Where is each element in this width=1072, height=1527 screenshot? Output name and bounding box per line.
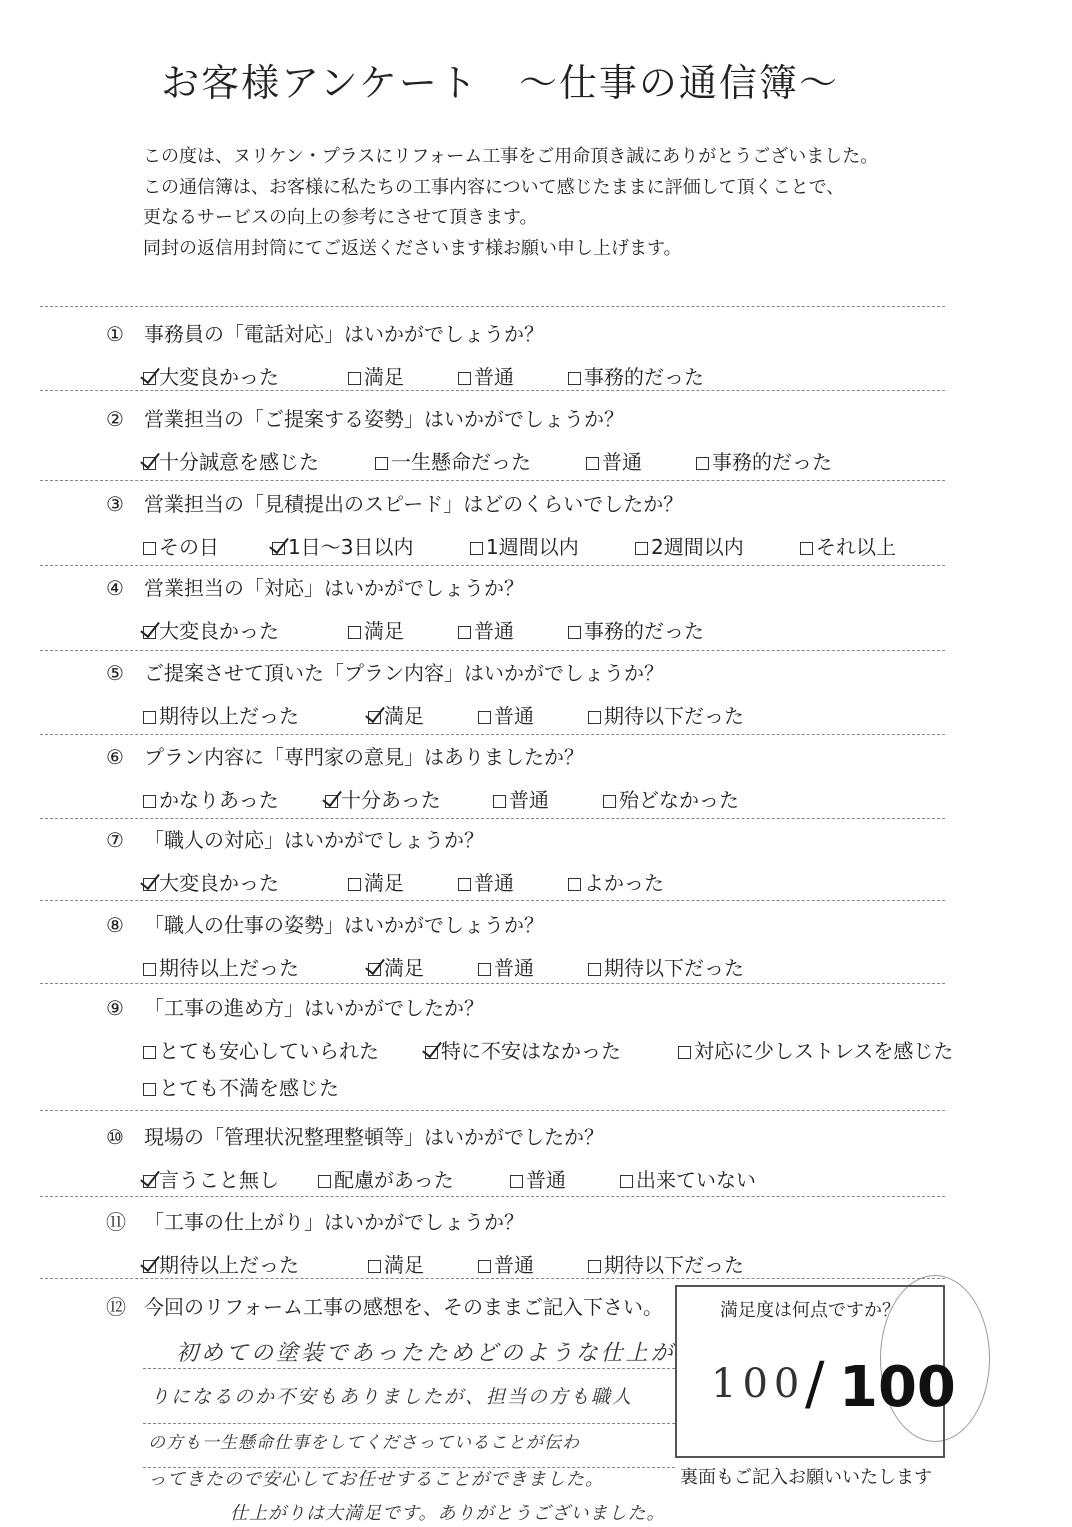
checkbox[interactable] <box>696 457 709 470</box>
option-item[interactable] <box>143 1164 279 1193</box>
option-label: 期待以下だった <box>604 1253 744 1277</box>
option-label: 十分あった <box>341 788 441 812</box>
question-number: ⑧ <box>106 913 124 937</box>
option-label: 期待以下だった <box>604 956 744 980</box>
option-item[interactable] <box>568 361 704 390</box>
checkbox[interactable] <box>620 1175 633 1188</box>
option-label: 大変良かった <box>159 365 279 389</box>
checkbox[interactable] <box>478 1260 491 1273</box>
comment-line <box>143 1368 675 1369</box>
question-text: 事務員の「電話対応」はいかがでしょうか？ <box>144 322 544 346</box>
score-slash: / <box>805 1349 825 1417</box>
divider <box>40 306 945 307</box>
option-label: その日 <box>159 535 219 559</box>
comment-line <box>143 1423 675 1424</box>
option-item[interactable] <box>458 361 514 390</box>
option-item[interactable] <box>510 1164 566 1193</box>
option-item[interactable] <box>696 446 832 475</box>
score-value[interactable]: 100 <box>711 1361 806 1407</box>
option-item[interactable] <box>588 700 744 729</box>
option-label: 普通 <box>526 1168 566 1192</box>
checkbox[interactable] <box>568 626 581 639</box>
satisfaction-score-box <box>675 1285 956 1458</box>
score-label: 満足度は何点ですか？ <box>720 1300 900 1321</box>
checkbox[interactable] <box>800 542 813 555</box>
page-title: お客様アンケート ～仕事の通信簿～ <box>161 61 839 105</box>
option-item[interactable] <box>143 784 279 813</box>
option-label: 満足 <box>364 619 404 643</box>
question-number: ④ <box>106 576 124 600</box>
option-label: 2週間以内 <box>651 535 744 559</box>
option-label: 普通 <box>494 1253 534 1277</box>
question-number: ⑪ <box>106 1210 126 1234</box>
question-11 <box>106 1206 524 1235</box>
option-item[interactable] <box>568 615 704 644</box>
checkbox[interactable] <box>458 878 471 891</box>
option-item[interactable] <box>375 446 531 475</box>
question-7 <box>106 824 484 853</box>
question-5 <box>106 657 664 686</box>
comment-text: 初めての塗装であったためどのような仕上が <box>176 1341 676 1366</box>
option-label: 特に不安はなかった <box>441 1039 621 1063</box>
option-label: 大変良かった <box>159 619 279 643</box>
question-9 <box>106 992 484 1021</box>
option-item[interactable] <box>478 1249 534 1278</box>
checkbox[interactable] <box>348 372 361 385</box>
option-item[interactable] <box>143 531 219 560</box>
divider <box>40 1278 945 1279</box>
divider <box>40 983 945 984</box>
option-item[interactable] <box>368 700 424 729</box>
option-item[interactable] <box>143 1035 379 1064</box>
divider <box>40 900 945 901</box>
option-label: 対応に少しストレスを感じた <box>694 1039 954 1063</box>
intro-text <box>143 142 878 264</box>
checked-checkbox[interactable] <box>368 963 381 976</box>
checkbox[interactable] <box>586 457 599 470</box>
checkbox[interactable] <box>478 963 491 976</box>
question-text: 「工事の進め方」はいかがでしたか？ <box>144 996 484 1020</box>
option-label: 一生懸命だった <box>391 450 531 474</box>
comment-text: 仕上がりは大満足です。ありがとうございました。 <box>230 1503 666 1524</box>
option-label: 大変良かった <box>159 871 279 895</box>
checkbox[interactable] <box>568 372 581 385</box>
divider <box>40 734 945 735</box>
option-label: とても安心していられた <box>159 1039 379 1063</box>
option-label: 1日～3日以内 <box>288 535 414 559</box>
option-item[interactable] <box>603 784 739 813</box>
intro-line: この通信簿は、お客様に私たちの工事内容について感じたままに評価して頂くことで、 <box>143 176 845 198</box>
question-number: ① <box>106 322 124 346</box>
question-text: 今回のリフォーム工事の感想を、そのままご記入下さい。 <box>144 1295 663 1319</box>
checked-checkbox[interactable] <box>325 795 338 808</box>
checkbox[interactable] <box>143 711 156 724</box>
option-label: 普通 <box>474 871 514 895</box>
option-item[interactable] <box>143 615 279 644</box>
question-text: 現場の「管理状況整理整頓等」はいかがでしたか？ <box>144 1125 604 1149</box>
option-item[interactable] <box>478 700 534 729</box>
question-8 <box>106 909 544 938</box>
checked-checkbox[interactable] <box>143 1260 156 1273</box>
checked-checkbox[interactable] <box>143 1175 156 1188</box>
checkbox[interactable] <box>493 795 506 808</box>
option-label: かなりあった <box>159 788 279 812</box>
checkbox[interactable] <box>510 1175 523 1188</box>
option-item[interactable] <box>272 531 413 560</box>
checked-checkbox[interactable] <box>272 542 285 555</box>
option-label: 普通 <box>474 619 514 643</box>
checkbox[interactable] <box>458 626 471 639</box>
divider <box>40 1196 945 1197</box>
checkbox[interactable] <box>588 963 601 976</box>
checkbox[interactable] <box>375 457 388 470</box>
checkbox[interactable] <box>348 626 361 639</box>
option-item[interactable] <box>620 1164 756 1193</box>
option-item[interactable] <box>493 784 549 813</box>
question-text: 営業担当の「ご提案する姿勢」はいかがでしょうか？ <box>144 407 624 431</box>
comment-text: ってきたので安心してお任せすることができました。 <box>148 1469 604 1490</box>
option-label: とても不満を感じた <box>159 1076 339 1100</box>
question-number: ⑦ <box>106 828 124 852</box>
checkbox[interactable] <box>588 711 601 724</box>
option-item[interactable] <box>143 867 279 896</box>
checkbox[interactable] <box>143 542 156 555</box>
checkbox[interactable] <box>143 1046 156 1059</box>
question-text: 営業担当の「対応」はいかがでしょうか？ <box>144 576 524 600</box>
divider <box>40 390 945 391</box>
question-number: ⑥ <box>106 745 124 769</box>
question-number: ③ <box>106 492 124 516</box>
question-6 <box>106 741 584 770</box>
option-label: 事務的だった <box>712 450 832 474</box>
comment-text: りになるのか不安もありましたが、担当の方も職人 <box>150 1386 634 1408</box>
checkbox[interactable] <box>470 542 483 555</box>
divider <box>40 480 945 481</box>
option-item[interactable] <box>678 1035 953 1064</box>
back-side-note: 裏面もご記入お願いいたします <box>680 1467 932 1488</box>
intro-line: 更なるサービスの向上の参考にさせて頂きます。 <box>143 207 538 228</box>
checkbox[interactable] <box>588 1260 601 1273</box>
checkbox[interactable] <box>318 1175 331 1188</box>
option-item[interactable] <box>425 1035 621 1064</box>
option-label: 事務的だった <box>584 365 704 389</box>
option-item[interactable] <box>588 1249 744 1278</box>
option-item[interactable] <box>318 1164 454 1193</box>
question-number: ⑨ <box>106 996 124 1020</box>
option-item[interactable] <box>143 1249 299 1278</box>
option-item[interactable] <box>143 1072 339 1101</box>
option-item[interactable] <box>143 361 279 390</box>
option-label: 満足 <box>364 365 404 389</box>
option-label: 配慮があった <box>334 1168 454 1192</box>
comment-text: の方も一生懸命仕事をしてくださっていることが伝わ <box>148 1433 580 1453</box>
checkbox[interactable] <box>568 878 581 891</box>
question-text: 営業担当の「見積提出のスピード」はどのくらいでしたか？ <box>144 492 684 516</box>
option-item[interactable] <box>586 446 642 475</box>
question-text: 「職人の対応」はいかがでしょうか？ <box>144 828 484 852</box>
checkbox[interactable] <box>143 795 156 808</box>
option-label: よかった <box>584 871 664 895</box>
option-item[interactable] <box>635 531 744 560</box>
question-text: ご提案させて頂いた「プラン内容」はいかがでしょうか？ <box>144 661 664 685</box>
option-item[interactable] <box>348 615 404 644</box>
checkbox[interactable] <box>603 795 616 808</box>
question-number: ② <box>106 407 124 431</box>
checkbox[interactable] <box>678 1046 691 1059</box>
checked-checkbox[interactable] <box>425 1046 438 1059</box>
option-label: 普通 <box>494 956 534 980</box>
checked-checkbox[interactable] <box>368 711 381 724</box>
option-label: 期待以下だった <box>604 704 744 728</box>
question-number: ⑩ <box>106 1125 124 1149</box>
option-label: 普通 <box>494 704 534 728</box>
question-12 <box>106 1291 663 1320</box>
question-1 <box>106 318 544 347</box>
option-item[interactable] <box>800 531 896 560</box>
question-4 <box>106 572 524 601</box>
option-label: 満足 <box>384 704 424 728</box>
option-label: 期待以上だった <box>159 704 299 728</box>
checkbox[interactable] <box>368 1260 381 1273</box>
option-label: 十分誠意を感じた <box>159 450 319 474</box>
option-item[interactable] <box>588 952 744 981</box>
question-text: プラン内容に「専門家の意見」はありましたか？ <box>144 745 584 769</box>
option-item[interactable] <box>325 784 441 813</box>
option-label: 出来ていない <box>636 1168 756 1192</box>
option-item[interactable] <box>348 867 404 896</box>
checked-checkbox[interactable] <box>143 626 156 639</box>
checked-checkbox[interactable] <box>143 878 156 891</box>
option-item[interactable] <box>143 700 299 729</box>
option-item[interactable] <box>478 952 534 981</box>
option-item[interactable] <box>568 867 664 896</box>
option-label: 事務的だった <box>584 619 704 643</box>
option-label: 普通 <box>474 365 514 389</box>
question-2 <box>106 403 624 432</box>
option-label: 満足 <box>384 1253 424 1277</box>
checked-checkbox[interactable] <box>143 457 156 470</box>
question-10 <box>106 1121 604 1150</box>
option-item[interactable] <box>143 952 299 981</box>
intro-line: この度は、ヌリケン・プラスにリフォーム工事をご用命頂き誠にありがとうございました。 <box>143 146 879 167</box>
checkbox[interactable] <box>348 878 361 891</box>
divider <box>40 818 945 819</box>
option-item[interactable] <box>470 531 579 560</box>
question-number: ⑫ <box>106 1295 126 1319</box>
question-text: 「工事の仕上がり」はいかがでしょうか？ <box>144 1210 524 1234</box>
option-label: 言うこと無し <box>159 1168 279 1192</box>
question-text: 「職人の仕事の姿勢」はいかがでしょうか？ <box>144 913 544 937</box>
option-item[interactable] <box>458 867 514 896</box>
option-label: それ以上 <box>816 535 896 559</box>
option-item[interactable] <box>143 446 319 475</box>
divider <box>40 565 945 566</box>
divider <box>40 1110 945 1111</box>
question-number: ⑤ <box>106 661 124 685</box>
divider <box>40 650 945 651</box>
checkbox[interactable] <box>143 963 156 976</box>
checkbox[interactable] <box>635 542 648 555</box>
intro-line: 同封の返信用封筒にてご返送くださいます様お願い申し上げます。 <box>143 237 682 259</box>
checked-checkbox[interactable] <box>143 372 156 385</box>
option-label: 普通 <box>602 450 642 474</box>
option-label: 殆どなかった <box>619 788 739 812</box>
option-item[interactable] <box>458 615 514 644</box>
option-label: 満足 <box>384 956 424 980</box>
option-label: 期待以上だった <box>159 956 299 980</box>
option-item[interactable] <box>348 361 404 390</box>
checkbox[interactable] <box>458 372 471 385</box>
option-label: 普通 <box>509 788 549 812</box>
score-max: 100 <box>839 1355 956 1420</box>
option-item[interactable] <box>368 952 424 981</box>
option-label: 満足 <box>364 871 404 895</box>
option-label: 1週間以内 <box>486 535 579 559</box>
option-label: 期待以上だった <box>159 1253 299 1277</box>
checkbox[interactable] <box>143 1083 156 1096</box>
option-item[interactable] <box>368 1249 424 1278</box>
question-3 <box>106 488 683 517</box>
checkbox[interactable] <box>478 711 491 724</box>
